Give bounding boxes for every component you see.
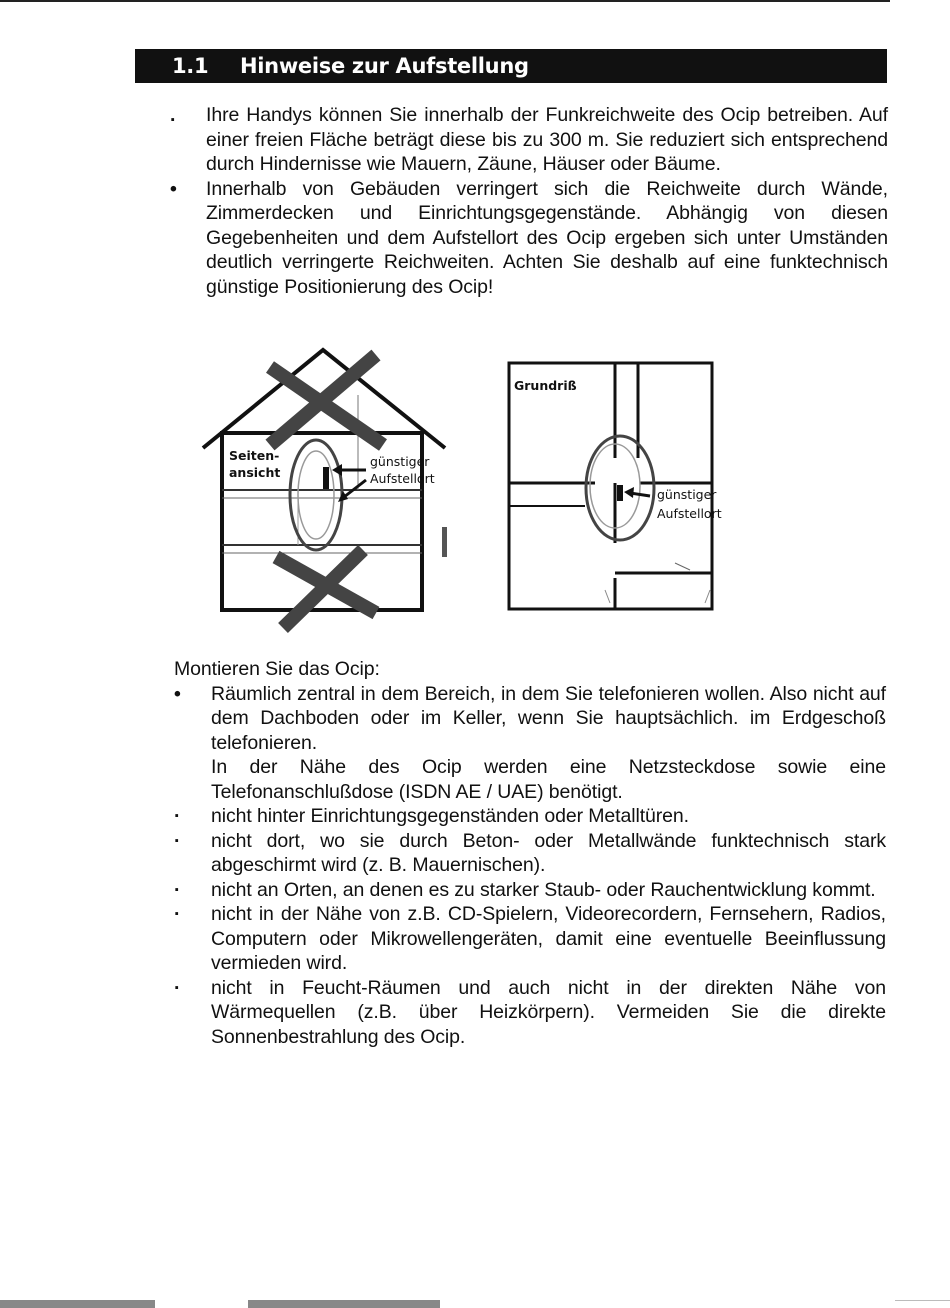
bullet: • bbox=[170, 177, 177, 200]
side-arrow-label-2: Aufstellort bbox=[370, 471, 435, 486]
mounting-notes bbox=[174, 657, 886, 1049]
side-view-illustration bbox=[198, 345, 453, 635]
mounting-intro: Montieren Sie das Ocip: bbox=[174, 658, 380, 680]
plan-arrow-label-2: Aufstellort bbox=[657, 506, 722, 521]
section-title: Hinweise zur Aufstellung bbox=[240, 54, 529, 78]
section-header bbox=[135, 49, 887, 83]
bullet: · bbox=[174, 878, 181, 901]
section-number: 1.1 bbox=[172, 54, 209, 78]
item-text: nicht an Orten, an denen es zu starker Staub- oder Rauchentwicklung kommt. bbox=[211, 878, 876, 901]
bullet: · bbox=[174, 829, 181, 852]
list-item bbox=[174, 976, 886, 1050]
list-item bbox=[170, 177, 888, 300]
list-item bbox=[174, 829, 886, 878]
bullet: · bbox=[174, 805, 181, 827]
item-text: Innerhalb von Gebäuden verringert sich die Reichweite durch Wände, Zimmerdecken und Einrichtungsgegenstände. Abhängig von diesen Gegebenheiten und dem Aufstellort des Ocip ergeben sich unter Umständen deutlich verringerte Reichweiten. Achten Sie deshalb auf eine funktechnisch günstige Positionierung des Ocip! bbox=[206, 177, 888, 298]
side-view-label-1: Seiten- bbox=[229, 448, 280, 463]
list-item bbox=[170, 103, 888, 177]
item-text: nicht hinter Einrichtungsgegenständen oder Metalltüren. bbox=[211, 805, 689, 827]
list-item bbox=[174, 902, 886, 976]
list-item bbox=[174, 682, 886, 805]
side-view-figure bbox=[198, 345, 453, 635]
top-rule bbox=[0, 0, 890, 2]
item-text: nicht dort, wo sie durch Beton- oder Metallwände funktechnisch stark abgeschirmt wird (z. B. Mauernischen). bbox=[211, 829, 886, 876]
floor-plan-label: Grundriß bbox=[514, 378, 577, 393]
floor-plan-illustration bbox=[500, 358, 732, 614]
item-text: nicht in Feucht-Räumen und auch nicht in der direkten Nähe von Wärmequellen (z.B. über Heizkörpern). Vermeiden Sie die direkte Sonnenbestrahlung des Ocip. bbox=[211, 976, 886, 1048]
bullet: · bbox=[174, 976, 181, 999]
footer-bar-center bbox=[248, 1300, 440, 1308]
item-text: Ihre Handys können Sie innerhalb der Funkreichweite des Ocip betreiben. Auf einer freien Fläche beträgt diese bis zu 300 m. Sie reduziert sich entsprechend durch Hindernisse wie Mauern, Zäune, Häuser oder Bäume. bbox=[206, 104, 888, 175]
bullet: · bbox=[174, 903, 181, 925]
bullet: • bbox=[174, 682, 181, 705]
footer-bar-left bbox=[0, 1300, 155, 1308]
floor-plan-figure bbox=[500, 358, 732, 614]
list-item bbox=[174, 878, 886, 903]
item-extra-text: In der Nähe des Ocip werden eine Netzsteckdose sowie eine Telefonanschlußdose (ISDN AE / UAE) benötigt. bbox=[211, 756, 886, 803]
side-arrow-label-1: günstiger bbox=[370, 454, 430, 469]
placement-notes bbox=[170, 103, 888, 299]
item-text: nicht in der Nähe von z.B. CD-Spielern, Videorecordern, Fernsehern, Radios, Computern oder Mikrowellengeräten, damit eine eventuelle Beeinflussung vermieden wird. bbox=[211, 903, 886, 974]
list-item bbox=[174, 804, 886, 829]
side-view-label-2: ansicht bbox=[229, 465, 281, 480]
bullet: . bbox=[170, 104, 176, 126]
footer-bar-right bbox=[895, 1300, 950, 1301]
item-text: Räumlich zentral in dem Bereich, in dem Sie telefonieren wollen. Also nicht auf dem Dachboden oder im Keller, wenn Sie hauptsächlich. im Erdgeschoß telefonieren. bbox=[211, 682, 886, 754]
plan-arrow-label-1: günstiger bbox=[657, 487, 717, 502]
